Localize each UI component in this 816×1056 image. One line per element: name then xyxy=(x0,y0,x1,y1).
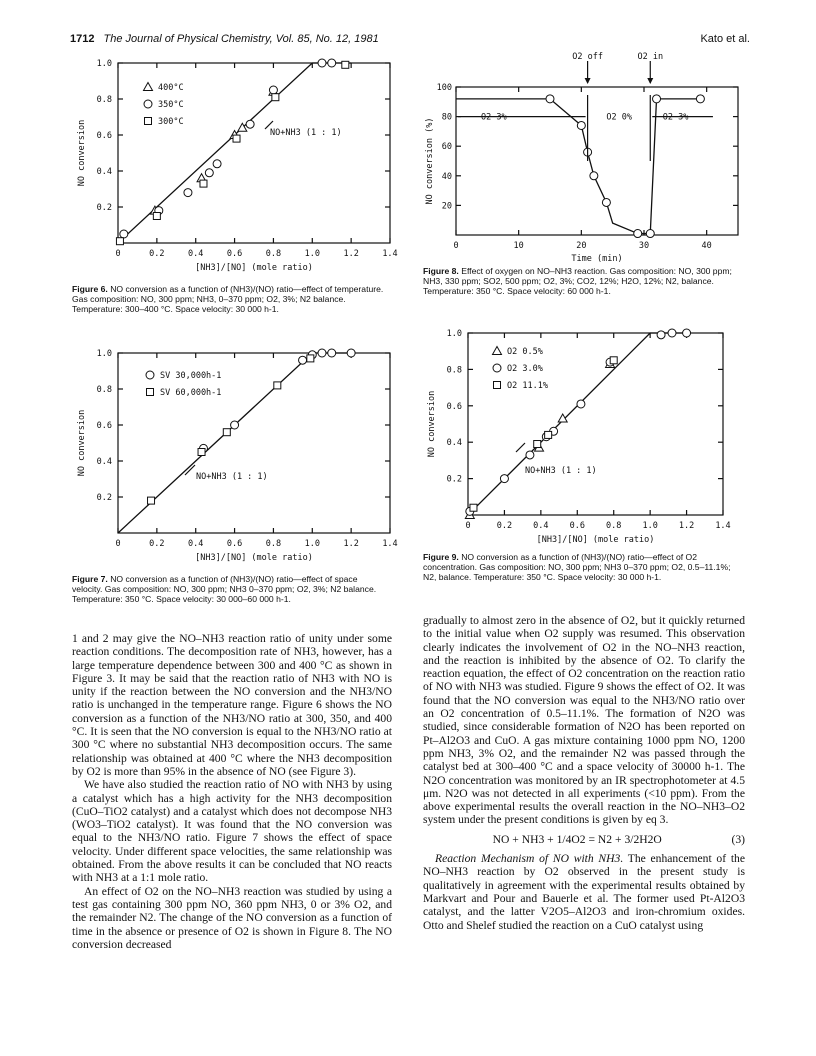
data-point xyxy=(299,356,307,364)
y-tick-label: 0.8 xyxy=(96,385,112,395)
data-point xyxy=(577,400,585,408)
y-tick-label: 0.2 xyxy=(446,474,462,485)
data-point xyxy=(328,349,336,357)
y-tick-label: 1.0 xyxy=(96,349,112,359)
x-tick-label: 0.6 xyxy=(226,249,243,259)
paragraph: gradually to almost zero in the absence of O2, but it quickly returned to the initial value when O2 supply was resumed. This observation clearly indicates the involvement of O2 in the NO–NH3 reaction, and the reaction is inhibited by the absence of O2. To clarify the reaction equation, the effect of O2 concentration on the reaction ratio of NO with NH3 was studied. Figure 9 shows the effect of O2. It was found that the NO conversion was equal to the NH3/NO ratio over an O2 concentration of 0.5–11.1%. The formation of N2O was studied, since considerable formation of N2O has been reported on Pt–Al2O3 and CuO. A gas mixture containing 1000 ppm NO, 1200 ppm NH3, 3% O2, and the remainder N2 was passed through the catalyst bed at 300–400 °C and a space velocity of 30000 h-1. The N2O concentration was monitored by an IR spectrophotometer at 4.5 μm. N2O was not detected in all experiments (<10 ppm). From the above experimental results the overall reaction in the NO–NH3–O2 system under the present conditions is given by eq 3. xyxy=(423,614,745,827)
x-tick-label: 0.4 xyxy=(188,249,204,259)
legend-marker xyxy=(144,100,152,108)
legend-label: SV 30,000h-1 xyxy=(160,371,222,381)
figure-9-caption-label: Figure 9. xyxy=(423,552,459,562)
x-tick-label: 1.4 xyxy=(382,249,398,259)
region-label: O2 3% xyxy=(662,112,689,123)
data-point xyxy=(634,230,642,238)
legend-marker xyxy=(146,371,154,379)
data-point xyxy=(318,59,326,67)
legend-label: SV 60,000h-1 xyxy=(160,388,222,398)
data-point xyxy=(307,355,314,362)
data-point xyxy=(200,180,207,187)
annotation-pointer xyxy=(516,443,525,452)
figure-7 xyxy=(70,345,410,570)
legend-marker xyxy=(493,364,501,372)
data-point xyxy=(470,504,477,511)
data-point xyxy=(683,329,691,337)
stoichiometric-line xyxy=(118,353,351,533)
y-tick-label: 60 xyxy=(441,142,452,153)
data-point xyxy=(318,349,326,357)
legend-marker xyxy=(145,118,152,125)
switch-arrowhead xyxy=(647,78,653,84)
data-point xyxy=(668,329,676,337)
paragraph: 1 and 2 may give the NO–NH3 reaction ratio of unity under some reaction conditions. The decomposition rate of NH3, however, has a large temperature dependence between 300 and 400 °C as shown in Figure 3. It may be said that the reaction ratio of NH3 with NO is unity if the reaction between the NO conversion and the NH3/NO ratio is unchanged in the temperature range. Figure 6 shows the NO conversion as a function of the NH3/NO ratio at 300, 350, and 400 °C. It is seen that the NO conversion is equal to the NH3/NO ratio at 300 °C where no substantial NH3 decomposition occurs. The same relationship was obtained at 400 °C where the NH3 decomposition by O2 is more than 95% in the absence of NO (see Figure 3). xyxy=(72,632,392,778)
data-point xyxy=(545,431,552,438)
legend-label: O2 0.5% xyxy=(507,347,543,357)
x-tick-label: 0.8 xyxy=(606,521,622,531)
data-point xyxy=(148,497,155,504)
figure-6 xyxy=(70,55,410,280)
data-point xyxy=(646,230,654,238)
plot-frame xyxy=(118,353,390,533)
y-tick-label: 0.6 xyxy=(96,421,112,431)
paragraph xyxy=(423,852,745,932)
paragraph: We have also studied the reaction ratio of NO with NH3 by using a catalyst which has a high activity for the NH3 decomposition (CuO–TiO2 catalyst) and a catalyst which does not decompose NH3 (WO3–TiO2 catalyst). It was found that the NO conversion was equal to the NH3/NO ratio. Figure 7 shows the effect of space velocity. Under different space velocities, the same relationship was obtained. From the above results it can be concluded that NO reacts with NH3 at a 1:1 mole ratio. xyxy=(72,778,392,885)
y-axis-label: NO conversion xyxy=(427,390,437,458)
legend-marker xyxy=(144,83,153,91)
figure-8 xyxy=(418,52,748,265)
x-axis-label: Time (min) xyxy=(571,254,623,264)
y-axis-label: NO conversion xyxy=(77,119,87,187)
figure-6-caption-label: Figure 6. xyxy=(72,284,108,294)
figure-9-caption-text: NO conversion as a function of (NH3)/(NO) ratio—effect of O2 concentration. Gas composition: NO, 300 ppm; NH3 0–370 ppm; O2, 0.5–11.1%; N2, balance. Temperature: 350 °C. Space velocity: 30 000 h-1. xyxy=(423,552,731,582)
x-tick-label: 10 xyxy=(513,241,524,251)
x-tick-label: 30 xyxy=(638,241,650,251)
y-axis-label: NO conversion (%) xyxy=(425,117,435,205)
x-tick-label: 40 xyxy=(701,241,712,251)
y-tick-label: 40 xyxy=(441,171,452,182)
legend-label: O2 11.1% xyxy=(507,381,548,391)
x-tick-label: 0.6 xyxy=(569,521,585,531)
top-label: O2 off xyxy=(572,52,603,62)
legend-label: 350°C xyxy=(158,100,184,110)
x-axis-label: [NH3]/[NO] (mole ratio) xyxy=(536,535,655,545)
y-tick-label: 80 xyxy=(441,112,452,123)
figure-8-caption xyxy=(423,266,745,296)
y-tick-label: 0.4 xyxy=(96,167,112,177)
y-tick-label: 0.8 xyxy=(446,365,462,376)
y-tick-label: 20 xyxy=(441,201,452,212)
annotation-label: NO+NH3 (1 : 1) xyxy=(270,128,342,138)
x-tick-label: 0.2 xyxy=(149,249,165,259)
y-tick-label: 0.6 xyxy=(446,401,462,412)
y-tick-label: 1.0 xyxy=(96,59,112,69)
data-point xyxy=(153,213,160,220)
x-tick-label: 0.2 xyxy=(149,539,165,549)
data-point xyxy=(653,95,661,103)
x-tick-label: 1.4 xyxy=(382,539,398,549)
data-point xyxy=(231,421,239,429)
legend-marker xyxy=(494,382,501,389)
data-point xyxy=(342,61,349,68)
y-tick-label: 0.2 xyxy=(96,203,112,213)
figure-6-chart xyxy=(70,55,410,280)
figure-9 xyxy=(418,325,748,550)
page-number: 1712 xyxy=(70,33,95,45)
x-tick-label: 1.0 xyxy=(304,249,320,259)
legend-marker xyxy=(493,347,502,355)
equation-3 xyxy=(423,833,745,846)
region-label: O2 0% xyxy=(606,112,632,123)
x-tick-label: 0 xyxy=(115,249,121,259)
legend-label: O2 3.0% xyxy=(507,364,543,374)
figure-6-caption-text: NO conversion as a function of (NH3)/(NO) ratio—effect of temperature. Gas composition: NO, 300 ppm; NH3, 0–370 ppm; O2, 3%; N2 balance. Temperature: 300–400 °C. Space velocity: 30 000 h-1. xyxy=(72,284,384,314)
data-point xyxy=(120,230,128,238)
data-point xyxy=(198,449,205,456)
data-point xyxy=(500,475,508,483)
y-tick-label: 0.2 xyxy=(96,493,112,503)
x-tick-label: 0.8 xyxy=(265,249,282,259)
left-column xyxy=(72,632,392,951)
x-tick-label: 1.2 xyxy=(678,521,695,531)
legend-marker xyxy=(147,389,154,396)
figure-9-chart xyxy=(418,325,748,550)
data-point xyxy=(274,382,281,389)
data-point xyxy=(328,59,336,67)
x-tick-label: 0.6 xyxy=(226,539,243,549)
data-point xyxy=(602,198,610,206)
data-point xyxy=(534,441,541,448)
plot-frame xyxy=(468,333,723,515)
x-tick-label: 0.8 xyxy=(265,539,282,549)
x-tick-label: 1.2 xyxy=(343,249,359,259)
x-tick-label: 0.4 xyxy=(533,521,549,531)
section-heading: Reaction Mechanism of NO with NH3. xyxy=(435,852,624,866)
x-tick-label: 0 xyxy=(115,539,121,549)
data-point xyxy=(590,172,598,180)
data-point xyxy=(347,349,355,357)
annotation-label: NO+NH3 (1 : 1) xyxy=(196,472,268,482)
data-point xyxy=(610,357,617,364)
x-tick-label: 1.2 xyxy=(343,539,359,549)
figure-8-caption-label: Figure 8. xyxy=(423,266,459,276)
stoichiometric-line xyxy=(468,333,687,515)
figure-6-caption xyxy=(72,284,390,314)
data-point xyxy=(184,189,192,197)
data-point xyxy=(246,120,254,128)
legend-label: 300°C xyxy=(158,117,184,127)
x-axis-label: [NH3]/[NO] (mole ratio) xyxy=(195,263,313,273)
region-label: O2 3% xyxy=(481,112,507,123)
right-column xyxy=(423,614,745,932)
data-point xyxy=(526,451,534,459)
plot-frame xyxy=(456,87,738,235)
x-tick-label: 1.4 xyxy=(715,521,731,531)
x-axis-label: [NH3]/[NO] (mole ratio) xyxy=(195,553,313,563)
x-tick-label: 1.0 xyxy=(642,521,658,531)
x-tick-label: 0 xyxy=(453,241,459,251)
x-tick-label: 0.4 xyxy=(188,539,204,549)
y-axis-label: NO conversion xyxy=(77,409,87,477)
annotation-label: NO+NH3 (1 : 1) xyxy=(525,466,597,476)
x-tick-label: 0.2 xyxy=(496,521,513,531)
data-point xyxy=(657,331,665,339)
legend-label: 400°C xyxy=(158,83,184,93)
data-point xyxy=(205,169,213,177)
figure-9-caption xyxy=(423,552,745,582)
data-point xyxy=(577,121,585,129)
running-header xyxy=(70,33,379,45)
figure-7-caption xyxy=(72,574,390,604)
data-point xyxy=(233,135,240,142)
y-tick-label: 0.4 xyxy=(96,457,112,467)
figure-8-chart xyxy=(418,52,748,265)
author-header: Kato et al. xyxy=(700,33,750,45)
switch-arrowhead xyxy=(585,78,591,84)
figure-8-caption-text: Effect of oxygen on NO–NH3 reaction. Gas composition: NO, 300 ppm; NH3, 330 ppm; SO2, 500 ppm; O2, 3%; CO2, 12%; H2O, 12%; N2, balance. Temperature: 350 °C. Space velocity: 60 000 h-1. xyxy=(423,266,732,296)
data-point xyxy=(116,238,123,245)
figure-7-chart xyxy=(70,345,410,570)
data-point xyxy=(213,160,221,168)
y-tick-label: 0.8 xyxy=(96,95,112,105)
paragraph-text: The enhancement of the NO–NH3 reaction by O2 observed in the present study is qualitatively in agreement with the experimental results obtained by Markvart and Pour and Bauerle et al. The former used Pt-Al2O3 catalyst, and the latter V2O5–Al2O3 and iron-chromium oxides. Otto and Shelef studied the reaction on a CuO catalyst using xyxy=(423,852,745,932)
equation-number: (3) xyxy=(731,832,745,846)
data-point xyxy=(696,95,704,103)
x-tick-label: 20 xyxy=(576,241,587,251)
y-tick-label: 1.0 xyxy=(446,329,462,339)
y-tick-label: 0.6 xyxy=(96,131,112,141)
equation-text: NO + NH3 + 1/4O2 = N2 + 3/2H2O xyxy=(492,832,662,846)
data-point xyxy=(269,86,277,94)
x-tick-label: 1.0 xyxy=(304,539,320,549)
x-tick-label: 0 xyxy=(465,521,471,531)
figure-7-caption-text: NO conversion as a function of (NH3)/(NO) ratio—effect of space velocity. Gas composition: NO, 300 ppm; NH3 0–370 ppm; O2, 3%; N2 balance. Temperature: 350 °C. Space velocity: 30 000–60 000 h-1. xyxy=(72,574,377,604)
y-tick-label: 100 xyxy=(436,83,452,93)
data-point xyxy=(272,94,279,101)
y-tick-label: 0.4 xyxy=(446,438,462,449)
figure-7-caption-label: Figure 7. xyxy=(72,574,108,584)
journal-name: The Journal of Physical Chemistry, Vol. 85, No. 12, 1981 xyxy=(103,33,379,45)
data-point xyxy=(546,95,554,103)
top-label: O2 in xyxy=(637,52,664,62)
paragraph: An effect of O2 on the NO–NH3 reaction was studied by using a test gas containing 300 ppm NO, 360 ppm NH3, 0 or 3% O2, and the remainder N2. The change of the NO conversion as a function of time in the absence or presence of O2 is shown in Figure 8. The NO conversion decreased xyxy=(72,884,392,951)
data-point xyxy=(223,429,230,436)
